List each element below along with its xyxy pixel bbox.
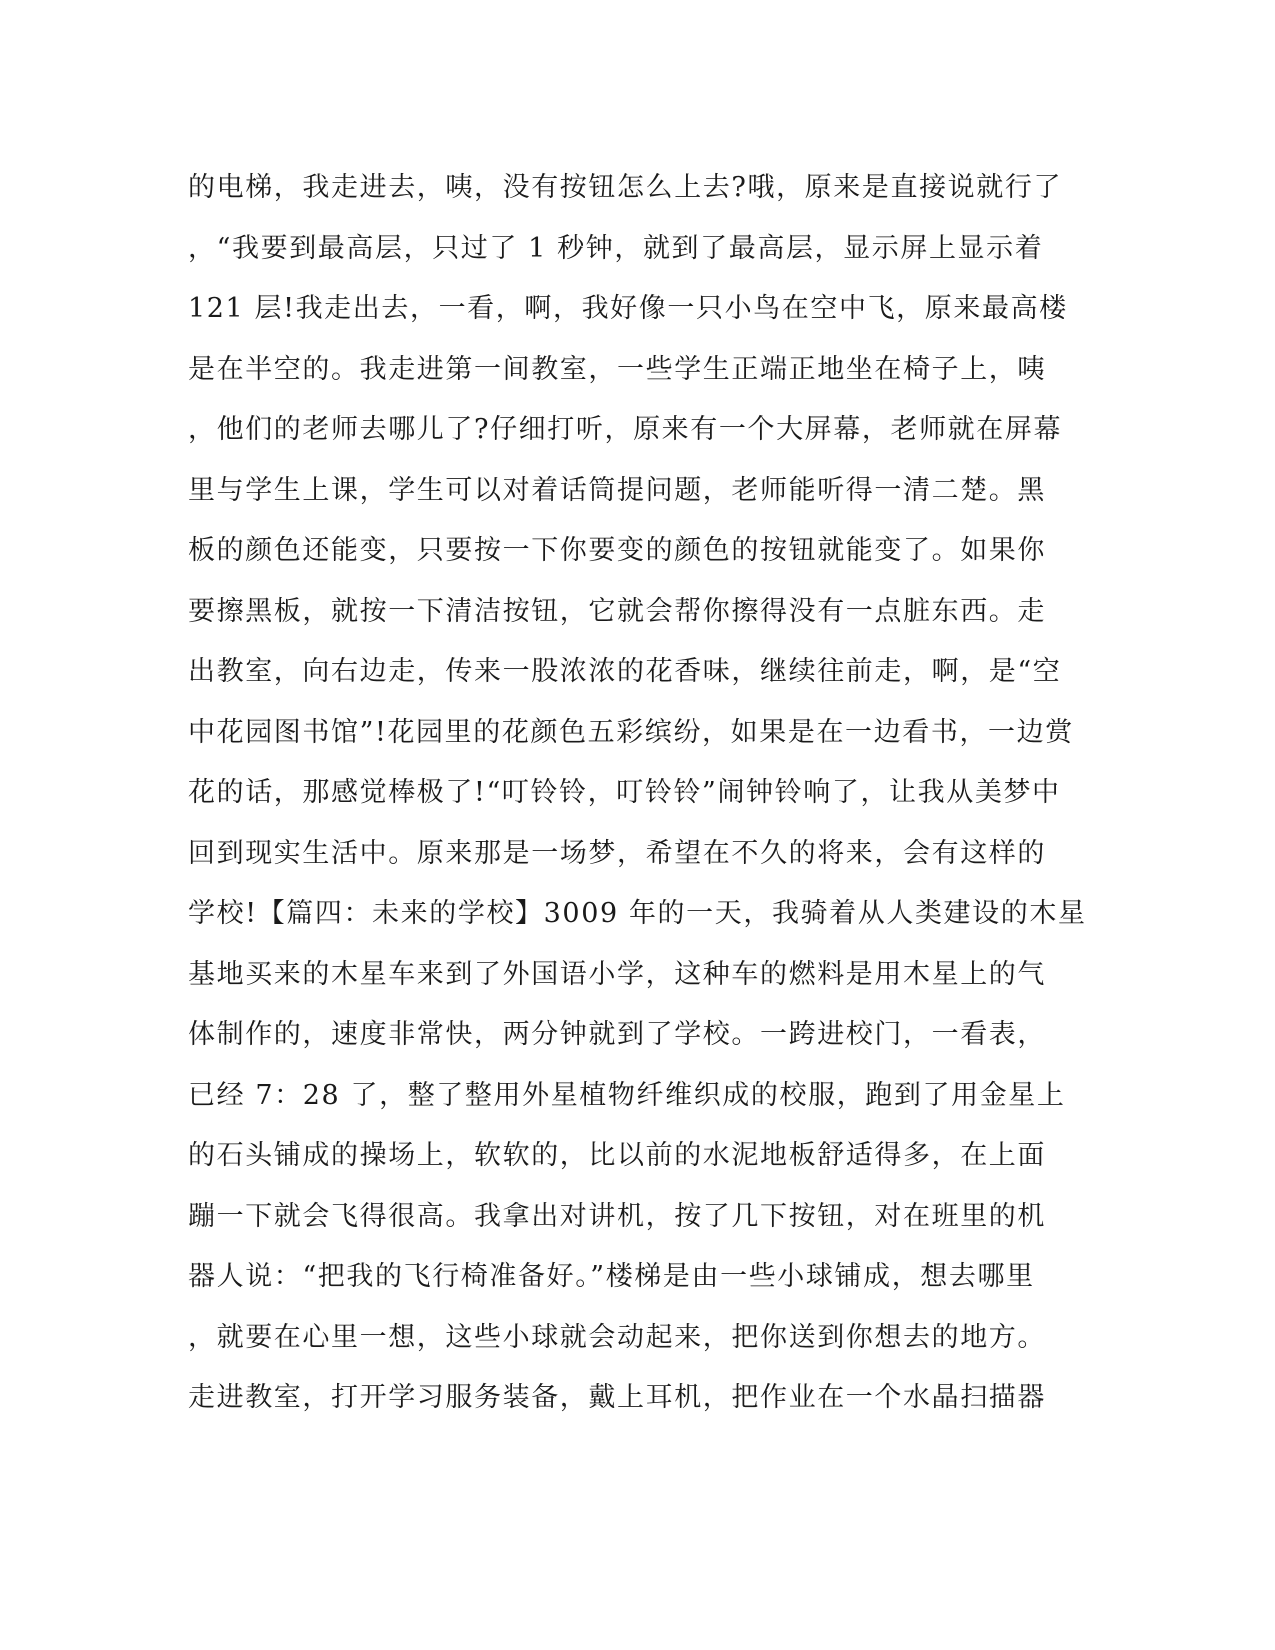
text-line-5: ，他们的老师去哪儿了?仔细打听，原来有一个大屏幕，老师就在屏幕 bbox=[188, 414, 1063, 445]
text-line-9: 出教室，向右边走，传来一股浓浓的花香味，继续往前走，啊，是“空 bbox=[188, 656, 1062, 687]
text-line-11: 花的话，那感觉棒极了!“叮铃铃，叮铃铃”闹钟铃响了，让我从美梦中 bbox=[188, 777, 1061, 808]
text-line-12: 回到现实生活中。原来那是一场梦，希望在不久的将来，会有这样的 bbox=[188, 837, 1046, 869]
text-line-16: 已经 7：28 了，整了整用外星植物纤维织成的校服，跑到了用金星上 bbox=[188, 1079, 1066, 1111]
text-line-13: 学校!【篇四：未来的学校】3009 年的一天，我骑着从人类建设的木星 bbox=[188, 898, 1087, 929]
text-line-7: 板的颜色还能变，只要按一下你要变的颜色的按钮就能变了。如果你 bbox=[188, 535, 1046, 566]
text-line-1: 的电梯，我走进去，咦，没有按钮怎么上去?哦，原来是直接说就行了 bbox=[188, 172, 1063, 203]
text-line-4: 是在半空的。我走进第一间教室，一些学生正端正地坐在椅子上，咦 bbox=[188, 353, 1046, 385]
text-line-6: 里与学生上课，学生可以对着话筒提问题，老师能听得一清二楚。黑 bbox=[188, 474, 1046, 506]
text-line-20: ，就要在心里一想，这些小球就会动起来，把你送到你想去的地方。 bbox=[188, 1321, 1046, 1353]
text-line-15: 体制作的，速度非常快，两分钟就到了学校。一跨进校门，一看表， bbox=[188, 1019, 1046, 1050]
body-text bbox=[188, 158, 1088, 1429]
text-line-2: ，“我要到最高层，只过了 1 秒钟，就到了最高层，显示屏上显示着 bbox=[188, 232, 1044, 264]
text-line-8: 要擦黑板，就按一下清洁按钮，它就会帮你擦得没有一点脏东西。走 bbox=[188, 595, 1046, 627]
text-line-18: 蹦一下就会飞得很高。我拿出对讲机，按了几下按钮，对在班里的机 bbox=[188, 1200, 1046, 1232]
text-line-10: 中花园图书馆”!花园里的花颜色五彩缤纷，如果是在一边看书，一边赏 bbox=[188, 716, 1074, 748]
text-line-3: 121 层!我走出去，一看，啊，我好像一只小鸟在空中飞，原来最高楼 bbox=[188, 293, 1068, 324]
text-line-19: 器人说：“把我的飞行椅准备好。”楼梯是由一些小球铺成，想去哪里 bbox=[188, 1261, 1035, 1292]
text-line-21: 走进教室，打开学习服务装备，戴上耳机，把作业在一个水晶扫描器 bbox=[188, 1382, 1046, 1413]
text-line-14: 基地买来的木星车来到了外国语小学，这种车的燃料是用木星上的气 bbox=[188, 958, 1046, 990]
text-line-17: 的石头铺成的操场上，软软的，比以前的水泥地板舒适得多，在上面 bbox=[188, 1140, 1046, 1171]
